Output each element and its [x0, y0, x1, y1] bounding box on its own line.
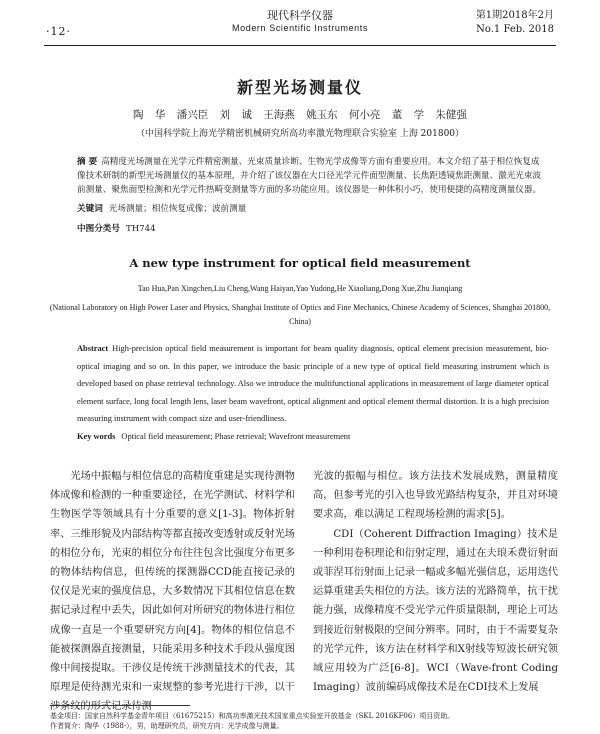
- classification-cn: [77, 222, 547, 234]
- keywords-cn-label: 关键词: [77, 204, 103, 214]
- footnote: [50, 711, 560, 733]
- body-paragraph: CDI（Coherent Diffraction Imaging）技术是一种利用卷积理论和衍射定理，通过在夫琅禾费衍射面或菲涅耳衍射面上记录一幅或多幅光强信息，运用迭代运算重建丢失相位的方法。该方法的光路简单，抗干扰能力强，成像精度不受光学元件质量限制，理论上可达到接近衍射极限的空间分辨率。同时，由于不需要复杂的光学元件，该方法在材料学和X射线等短波长研究领域应用较为广泛[6-8]。WCI（Wave-front Coding Imaging）波前编码成像技术是在CDI技术上发展: [313, 528, 558, 694]
- abstract-cn: [77, 155, 547, 197]
- abstract-en-text: High-precision optical field measurement is important for beam quality diagnosis, optical element precision measurement, bio-optical imaging and so on. In this paper, we introduce the basic principle of a new type of optical field measuring instrument which is developed based on phase retrieval technology. Also we introduce the multifunctional applications in measurement of large diameter optical element surface, long focal length lens, laser beam wavefront, optical alignment and optical element thermal distortion. It is a high precision measuring instrument with compact size and user-friendliness.: [77, 344, 549, 423]
- footnote-author-bio: 作者简介：陶华（1988-），男，助理研究员，研究方向：光学成像与测量。: [50, 722, 284, 730]
- keywords-en-label: Key words: [77, 432, 116, 441]
- classification-cn-label: 中图分类号: [77, 224, 120, 234]
- body-paragraph: 光场中振幅与相位信息的高精度重建是实现待测物体成像和检测的一种重要途径，在光学测试、材料学和生物医学等领域具有十分重要的意义[1-3]。物体折射率、三维形貌及内部结构等都直接改变透射或反射光场的相位分布，光束的相位分布往往包含比强度分布更多的物体结构信息，但传统的探测器CCD能直接记录的仅仅是光束的强度信息，大多数情况下其相位信息在数据记录过程中丢失，因此如何对所研究的物体进行相位成像一直是一个重要研究方向[4]。物体的相位信息不能被探测器直接测量，只能采用多种技术手段从强度图像中间接提取。干涉仪是传统干涉测量技术的代表，其原理是使待测光束和一束规整的参考光进行干涉，以干涉条纹的形式记录待测: [50, 471, 295, 713]
- running-header: [0, 5, 600, 47]
- keywords-cn-text: 光场测量；相位恢复成像；波前测量: [108, 204, 247, 214]
- affiliation-cn: （中国科学院上海光学精密机械研究所高功率激光物理联合实验室 上海 201800）: [135, 129, 465, 139]
- classification-cn-text: TH744: [125, 224, 156, 234]
- issue-cn: 第1期2018年2月: [475, 10, 554, 21]
- keywords-cn: [77, 202, 547, 214]
- abstract-cn-text: 高精度光场测量在光学元件精密测量、光束质量诊断、生物光学成像等方面有重要应用。本文介绍了基于相位恢复成像技术研制的新型光场测量仪的基本原理，并介绍了该仪器在大口径光学元件面型测量、长焦距透镜焦距测量、激光光束波前测量、聚焦面型检测和光学元件热畸变测量等方面的多功能应用。该仪器是一种体积小巧，使用便捷的高精度测量仪器。: [77, 157, 542, 195]
- abstract-cn-label: 摘 要: [77, 157, 98, 167]
- page-number: ·12·: [46, 25, 71, 38]
- article-title-en: A new type instrument for optical field measurement: [129, 256, 471, 270]
- authors-en: Tao Hua,Pan Xingchen,Liu Cheng,Wang Haiyan,Yao Yudong,He Xiaoliang,Dong Xue,Zhu Jianqiang: [137, 284, 463, 293]
- issue-en: No.1 Feb. 2018: [476, 24, 554, 35]
- footnote-funding: 基金项目：国家自然科学基金青年项目（61675215）和高功率激光技术国家重点实验室开放基金（SKL 2016KF06）项目资助。: [50, 712, 455, 720]
- affiliation-en: (National Laboratory on High Power Laser and Physics, Shanghai Institute of Optics and Fine Mechanics, Chinese Academy of Sciences, Shanghai 201800, China): [49, 303, 551, 326]
- body-paragraph: 光波的振幅与相位。该方法技术发展成熟，测量精度高，但参考光的引入也导致光路结构复杂，并且对环境要求高，难以满足工程现场检测的需求[5]。: [313, 471, 558, 521]
- article-title-cn: 新型光场测量仪: [236, 78, 363, 97]
- keywords-en-text: Optical field measurement; Phase retrieval; Wavefront measurement: [121, 432, 351, 441]
- body-column-right: [313, 467, 558, 697]
- keywords-en: [77, 432, 549, 441]
- authors-cn: 陶 华 潘兴臣 刘 诚 王海燕 姚玉东 何小亮 董 学 朱健强: [133, 109, 467, 121]
- header-rule: [44, 45, 556, 46]
- journal-name-en: Modern Scientific Instruments: [232, 23, 368, 33]
- journal-name-cn: 现代科学仪器: [267, 9, 333, 22]
- abstract-en-label: Abstract: [77, 344, 109, 353]
- issue-info: [476, 9, 554, 37]
- body-column-left: [50, 467, 295, 713]
- footnote-rule: [50, 705, 190, 706]
- abstract-en: [77, 340, 549, 428]
